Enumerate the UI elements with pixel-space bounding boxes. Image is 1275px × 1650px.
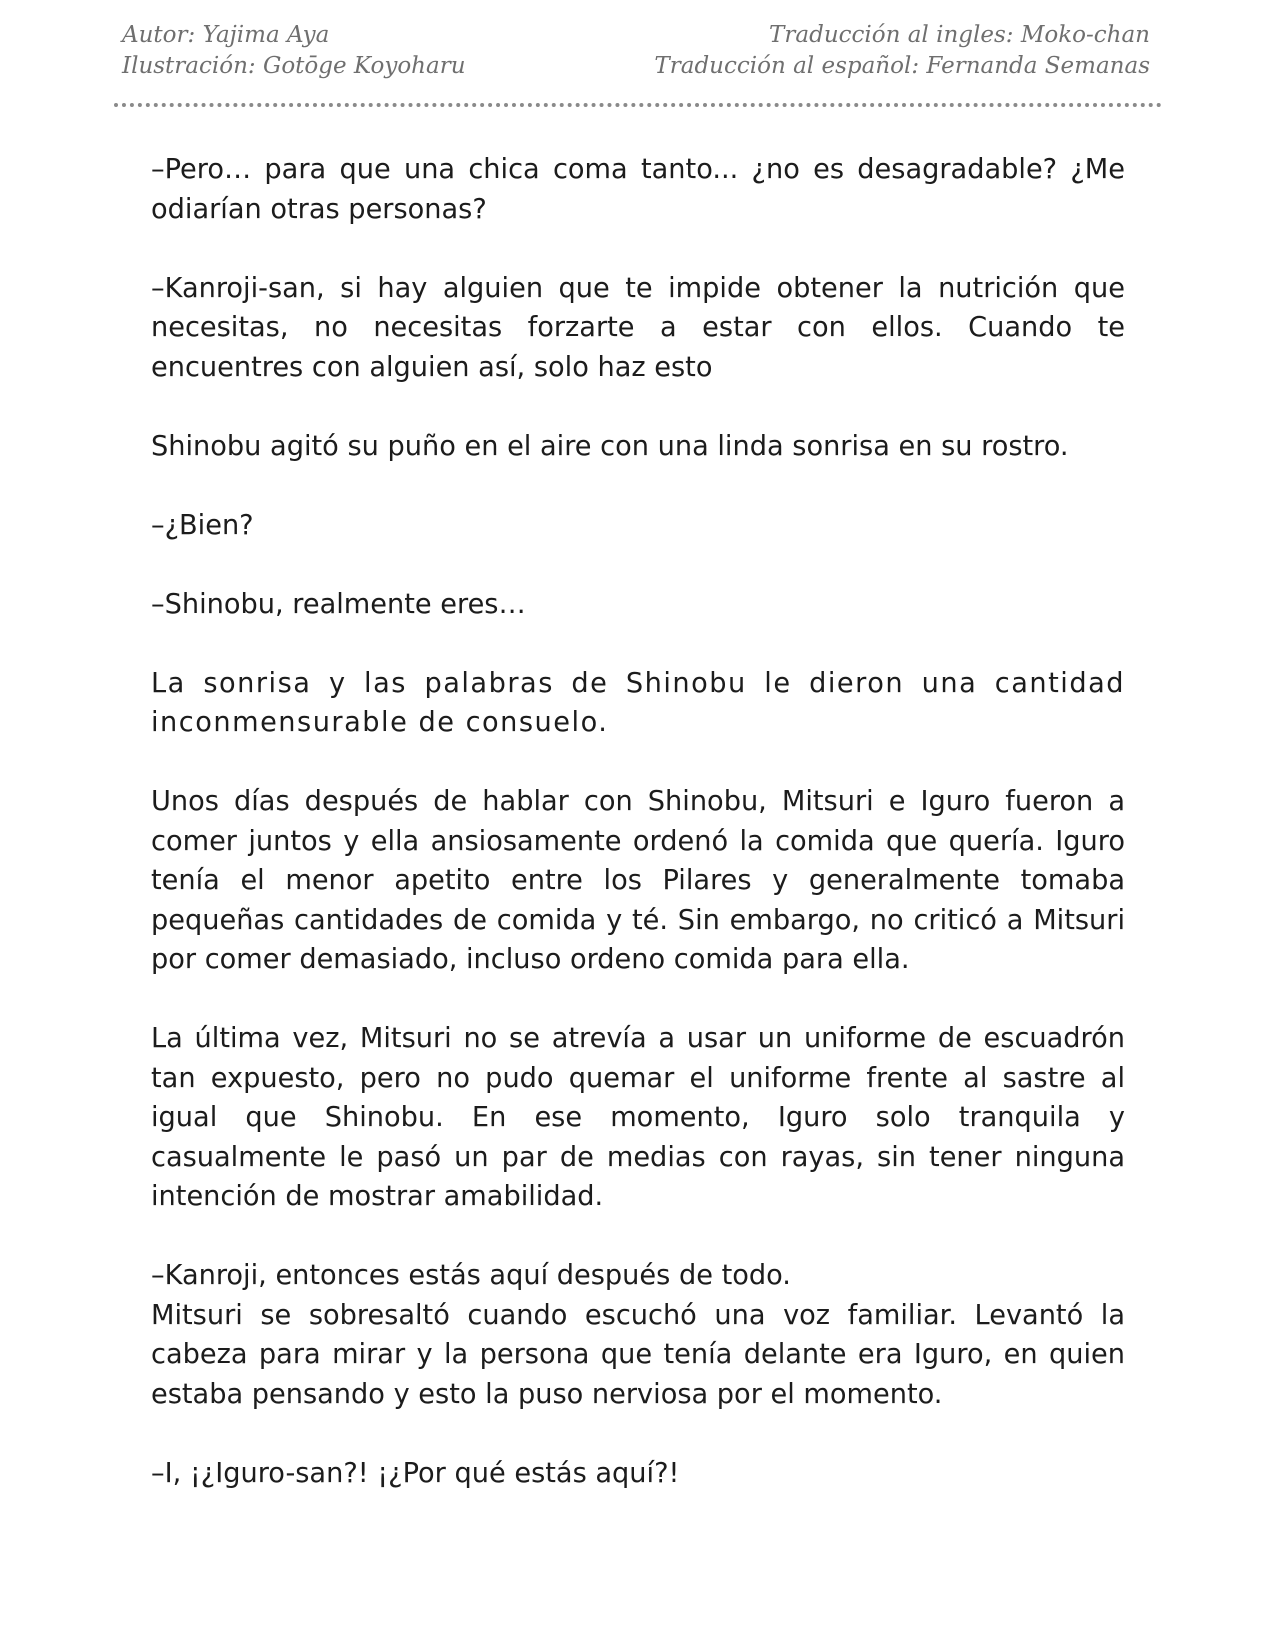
paragraph: La última vez, Mitsuri no se atrevía a usar un uniforme de escuadrón tan expuesto, pero no pudo quemar el uniforme frente al sastre al igual que Shinobu. En ese momento, Iguro solo tranquila y casualmente le pasó un par de medias con rayas, sin tener ninguna intención de mostrar amabilidad. bbox=[151, 1023, 1125, 1212]
paragraph: –Shinobu, realmente eres… bbox=[151, 588, 526, 620]
paragraph: –I, ¡¿Iguro-san?! ¡¿Por qué estás aquí?! bbox=[151, 1457, 680, 1489]
spanish-translation-credit: Traducción al español: Fernanda Semanas bbox=[654, 53, 1150, 79]
paragraph: La sonrisa y las palabras de Shinobu le dieron una cantidad inconmensurable de consuelo. bbox=[151, 667, 1125, 738]
paragraph: –¿Bien? bbox=[151, 509, 254, 541]
paragraph: Mitsuri se sobresaltó cuando escuchó una voz familiar. Levantó la cabeza para mirar y la persona que tenía delante era Iguro, en quien estaba pensando y esto la puso nerviosa por el momento. bbox=[151, 1299, 1125, 1410]
paragraph: Unos días después de hablar con Shinobu, Mitsuri e Iguro fueron a comer juntos y ella ansiosamente ordenó la comida que quería. Iguro tenía el menor apetito entre los Pilares y generalmente tomaba pequeñas cantidades de comida y té. Sin embargo, no criticó a Mitsuri por comer demasiado, incluso ordeno comida para ella. bbox=[151, 786, 1125, 975]
header-credits-right bbox=[654, 20, 1150, 82]
english-translation-credit: Traducción al ingles: Moko-chan bbox=[769, 22, 1150, 48]
paragraph: –Pero… para que una chica coma tanto... ¿no es desagradable? ¿Me odiarían otras personas? bbox=[151, 154, 1125, 225]
document-body bbox=[151, 150, 1125, 1533]
header-credits-left bbox=[122, 20, 466, 82]
author-credit: Autor: Yajima Aya bbox=[122, 22, 330, 48]
paragraph: –Kanroji-san, si hay alguien que te impide obtener la nutrición que necesitas, no necesitas forzarte a estar con ellos. Cuando te encuentres con alguien así, solo haz esto bbox=[151, 272, 1125, 383]
header-divider bbox=[114, 103, 1162, 107]
page-header bbox=[122, 20, 1150, 84]
paragraph: –Kanroji, entonces estás aquí después de todo. bbox=[151, 1260, 791, 1291]
illustration-credit: Ilustración: Gotōge Koyoharu bbox=[122, 53, 466, 79]
paragraph: Shinobu agitó su puño en el aire con una linda sonrisa en su rostro. bbox=[151, 430, 1069, 462]
